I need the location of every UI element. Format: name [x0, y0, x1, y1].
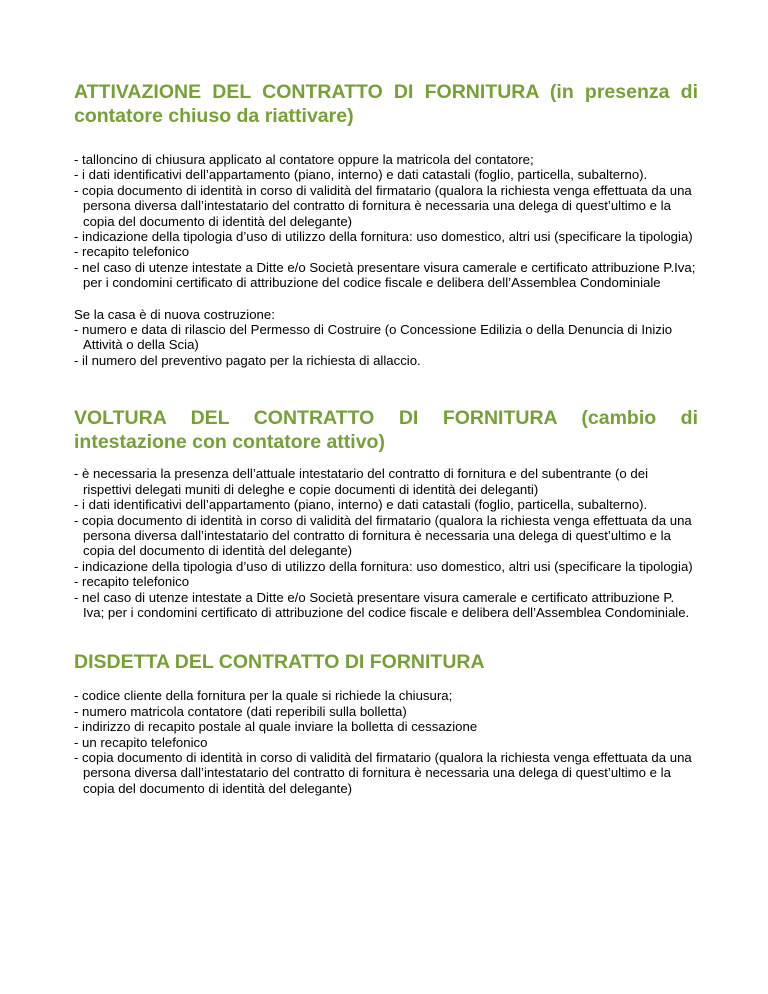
new-construction-list — [74, 322, 698, 368]
section-title-voltura: VOLTURA DEL CONTRATTO DI FORNITURA (cambio di intestazione con contatore attivo) — [74, 407, 698, 454]
document-page — [74, 80, 698, 796]
disdetta-requirements-list — [74, 688, 698, 796]
list-item: - numero matricola contatore (dati reperibili sulla bolletta) — [74, 703, 407, 719]
list-item: - i dati identificativi dell’appartamento (piano, interno) e dati catastali (foglio, particella, subalterno). — [74, 497, 648, 513]
new-construction-subheading: Se la casa è di nuova costruzione: — [74, 306, 275, 322]
list-item: - indicazione della tipologia d’uso di utilizzo della fornitura: uso domestico, altri usi (specificare la tipologia) — [74, 229, 693, 245]
list-item: - nel caso di utenze intestate a Ditte e/o Società presentare visura camerale e certificato attribuzione P.Iva; per i condomini certificato di attribuzione del codice fiscale e delibera dell’Assemblea Condominiale — [74, 259, 696, 291]
voltura-requirements-list — [74, 466, 698, 620]
list-item: - i dati identificativi dell’appartamento (piano, interno) e dati catastali (foglio, particella, subalterno). — [74, 167, 648, 183]
list-item: - copia documento di identità in corso di validità del firmatario (qualora la richiesta venga effettuata da una persona diversa dall’intestatario del contratto di fornitura è necessaria una delega di quest’ultimo e la copia del documento di identità del delegante) — [74, 512, 692, 559]
list-item: - recapito telefonico — [74, 574, 190, 590]
list-item: - un recapito telefonico — [74, 734, 208, 750]
list-item: - codice cliente della fornitura per la quale si richiede la chiusura; — [74, 688, 453, 704]
list-item: - numero e data di rilascio del Permesso di Costruire (o Concessione Edilizia o della Denuncia di Inizio Attività o della Scia) — [74, 322, 673, 353]
list-item: - indicazione della tipologia d’uso di utilizzo della fornitura: uso domestico, altri usi (specificare la tipologia) — [74, 558, 693, 574]
list-item: - copia documento di identità in corso di validità del firmatario (qualora la richiesta venga effettuata da una persona diversa dall’intestatario del contratto di fornitura è necessaria una delega di quest’ultimo e la copia del documento di identità del delegante) — [74, 182, 692, 229]
list-item: - nel caso di utenze intestate a Ditte e/o Società presentare visura camerale e certificato attribuzione P. Iva; per i condomini certificato di attribuzione del codice fiscale e delibera dell’Assemblea Condominiale. — [74, 589, 690, 620]
section-title-attivazione: ATTIVAZIONE DEL CONTRATTO DI FORNITURA (in presenza di contatore chiuso da riattivare) — [74, 81, 698, 127]
list-item: - è necessaria la presenza dell’attuale intestatario del contratto di fornitura e del subentrante (o dei rispettivi delegati muniti di deleghe e copie documenti di identità dei deleganti) — [74, 466, 648, 497]
attivazione-requirements-list — [74, 152, 698, 291]
list-item: - il numero del preventivo pagato per la richiesta di allaccio. — [74, 352, 421, 368]
list-item: - copia documento di identità in corso di validità del firmatario (qualora la richiesta venga effettuata da una persona diversa dall’intestatario del contratto di fornitura è necessaria una delega di quest’ultimo e la copia del documento di identità del delegante) — [74, 749, 692, 796]
list-item: - indirizzo di recapito postale al quale inviare la bolletta di cessazione — [74, 719, 478, 735]
section-title-disdetta: DISDETTA DEL CONTRATTO DI FORNITURA — [74, 651, 485, 674]
list-item: - recapito telefonico — [74, 244, 190, 260]
list-item: - talloncino di chiusura applicato al contatore oppure la matricola del contatore; — [74, 152, 534, 167]
